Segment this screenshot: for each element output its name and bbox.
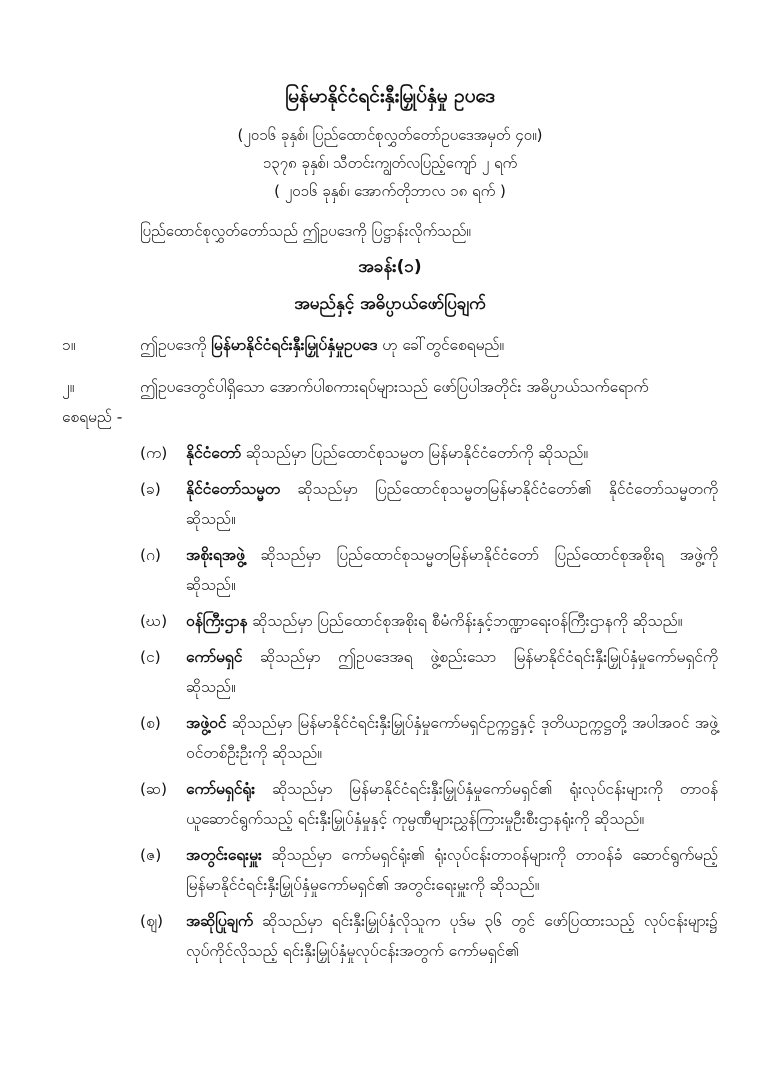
section-text: ဤဥပဒေတွင်ပါရှိသော အောက်ပါစကားရပ်များသည် ဖော်ပြပါအတိုင်း အဓိပ္ပာယ်သက်ရောက် xyxy=(140,378,649,396)
definition-marker: (ဆ) xyxy=(140,780,168,798)
definition-marker: (ဂ) xyxy=(140,546,161,564)
definition-item xyxy=(140,774,718,834)
definition-marker: (ဃ) xyxy=(140,612,168,630)
definition-marker: (ခ) xyxy=(140,480,161,498)
law-name: မြန်မာနိုင်ငံရင်းနှီးမြှုပ်နှံမှုဥပဒေ xyxy=(211,336,378,354)
definition-term: ကော်မရှင် xyxy=(186,648,243,666)
definition-item xyxy=(140,840,718,900)
definition-text: ဆိုသည်မှာ ပြည်ထောင်စုသမ္မတမြန်မာနိုင်ငံတော်၏ နိုင်ငံတော်သမ္မတကို ဆိုသည်။ xyxy=(186,480,718,528)
definition-item xyxy=(140,606,718,636)
definition-text: ဆိုသည်မှာ မြန်မာနိုင်ငံရင်းနှီးမြှုပ်နှံမှုကော်မရှင်၏ ရုံးလုပ်ငန်းများကို တာဝန်ယူဆောင်ရွက်သည့် ရင်းနှီးမြှုပ်နှံမှုနှင့် ကုမ္ပဏီများညွှန်ကြားမှုဦးစီးဌာနရုံးကို ဆိုသည်။ xyxy=(186,780,718,828)
definition-text: ဆိုသည်မှာ ပြည်ထောင်စုအစိုးရ စီမံကိန်းနှင့်ဘဏ္ဍာရေးဝန်ကြီးဌာနကို ဆိုသည်။ xyxy=(247,612,683,630)
definition-term: နိုင်ငံတော်သမ္မတ xyxy=(186,480,281,498)
definition-text: ဆိုသည်မှာ ပြည်ထောင်စုသမ္မတမြန်မာနိုင်ငံတော် ပြည်ထောင်စုအစိုးရ အဖွဲ့ကို ဆိုသည်။ xyxy=(186,546,718,594)
section-number: ၂။ xyxy=(62,378,75,396)
definitions-list xyxy=(62,438,718,966)
definition-item xyxy=(140,708,718,768)
definition-marker: (က) xyxy=(140,444,168,462)
chapter-number: အခန်း(၁) xyxy=(358,257,422,277)
section-2-continuation: စေရမည် - xyxy=(62,408,123,426)
enactment-clause: ပြည်ထောင်စုလွှတ်တော်သည် ဤဥပဒေကို ပြဋ္ဌာန်းလိုက်သည်။ xyxy=(140,222,471,240)
definition-term: အဖွဲ့ဝင် xyxy=(186,714,227,732)
section-text: ဤဥပဒေကို မြန်မာနိုင်ငံရင်းနှီးမြှုပ်နှံမှုဥပဒေ ဟု ခေါ်တွင်စေရမည်။ xyxy=(140,336,505,354)
definition-text: ဆိုသည်မှာ ကော်မရှင်ရုံး၏ ရုံးလုပ်ငန်းတာဝန်များကို တာဝန်ခံ ဆောင်ရွက်မည့် မြန်မာနိုင်ငံရင်းနှီးမြှုပ်နှံမှုကော်မရှင်၏ အတွင်းရေးမှူးကို ဆိုသည်။ xyxy=(186,846,718,894)
definition-term: ကော်မရှင်ရုံး xyxy=(186,780,256,798)
definition-item xyxy=(140,906,718,966)
definition-term: နိုင်ငံတော် xyxy=(186,444,242,462)
chapter-title: အမည်နှင့် အဓိပ္ပာယ်ဖော်ပြချက် xyxy=(294,294,486,314)
myanmar-date-line: ၁၃၇၈ ခုနှစ်၊ သီတင်းကျွတ်လပြည့်ကျော် ၂ ရက် xyxy=(262,154,518,172)
definition-marker: (ဇ) xyxy=(140,846,162,864)
definition-term: အစိုးရအဖွဲ့ xyxy=(186,546,245,564)
law-number-line: (၂၀၁၆ ခုနှစ်၊ ပြည်ထောင်စုလွှတ်တော်ဥပဒေအမှတ် ၄၀။) xyxy=(237,126,543,144)
gregorian-date-line: ( ၂၀၁၆ ခုနှစ်၊ အောက်တိုဘာလ ၁၈ ရက် ) xyxy=(274,182,506,200)
definition-text: ဆိုသည်မှာ ဤဥပဒေအရ ဖွဲ့စည်းသော မြန်မာနိုင်ငံရင်းနှီးမြှုပ်နှံမှုကော်မရှင်ကို ဆိုသည်။ xyxy=(186,648,718,696)
definition-marker: (ဈ) xyxy=(140,912,164,930)
section-2 xyxy=(62,372,718,402)
definition-marker: (စ) xyxy=(140,714,161,732)
section-1 xyxy=(62,330,718,360)
definition-item xyxy=(140,540,718,600)
definition-text: ဆိုသည်မှာ ရင်းနှီးမြှုပ်နှံလိုသူက ပုဒ်မ ၃၆ တွင် ဖော်ပြထားသည့် လုပ်ငန်းများ၌ လုပ်ကိုင်လိုသည့် ရင်းနှီးမြှုပ်နှံမှုလုပ်ငန်းအတွက် ကော်မရှင်၏ xyxy=(186,912,718,960)
definition-term: အဆိုပြုချက် xyxy=(186,912,253,930)
definition-term: အတွင်းရေးမှူး xyxy=(186,846,262,864)
section-number: ၁။ xyxy=(62,336,76,354)
definition-text: ဆိုသည်မှာ မြန်မာနိုင်ငံရင်းနှီးမြှုပ်နှံမှုကော်မရှင်ဥက္ကဋ္ဌနှင့် ဒုတိယဥက္ကဋ္ဌတို့ အပါအဝင် အဖွဲ့ဝင်တစ်ဦးဦးကို ဆိုသည်။ xyxy=(186,714,718,762)
definition-marker: (င) xyxy=(140,648,161,666)
definition-item xyxy=(140,642,718,702)
definition-text: ဆိုသည်မှာ ပြည်ထောင်စုသမ္မတ မြန်မာနိုင်ငံတော်ကို ဆိုသည်။ xyxy=(241,444,589,462)
document-title: မြန်မာနိုင်ငံရင်းနှီးမြှုပ်နှံမှု ဥပဒေ xyxy=(284,85,496,107)
definition-item xyxy=(140,438,718,468)
definition-item xyxy=(140,474,718,534)
definition-term: ဝန်ကြီးဌာန xyxy=(186,612,248,630)
